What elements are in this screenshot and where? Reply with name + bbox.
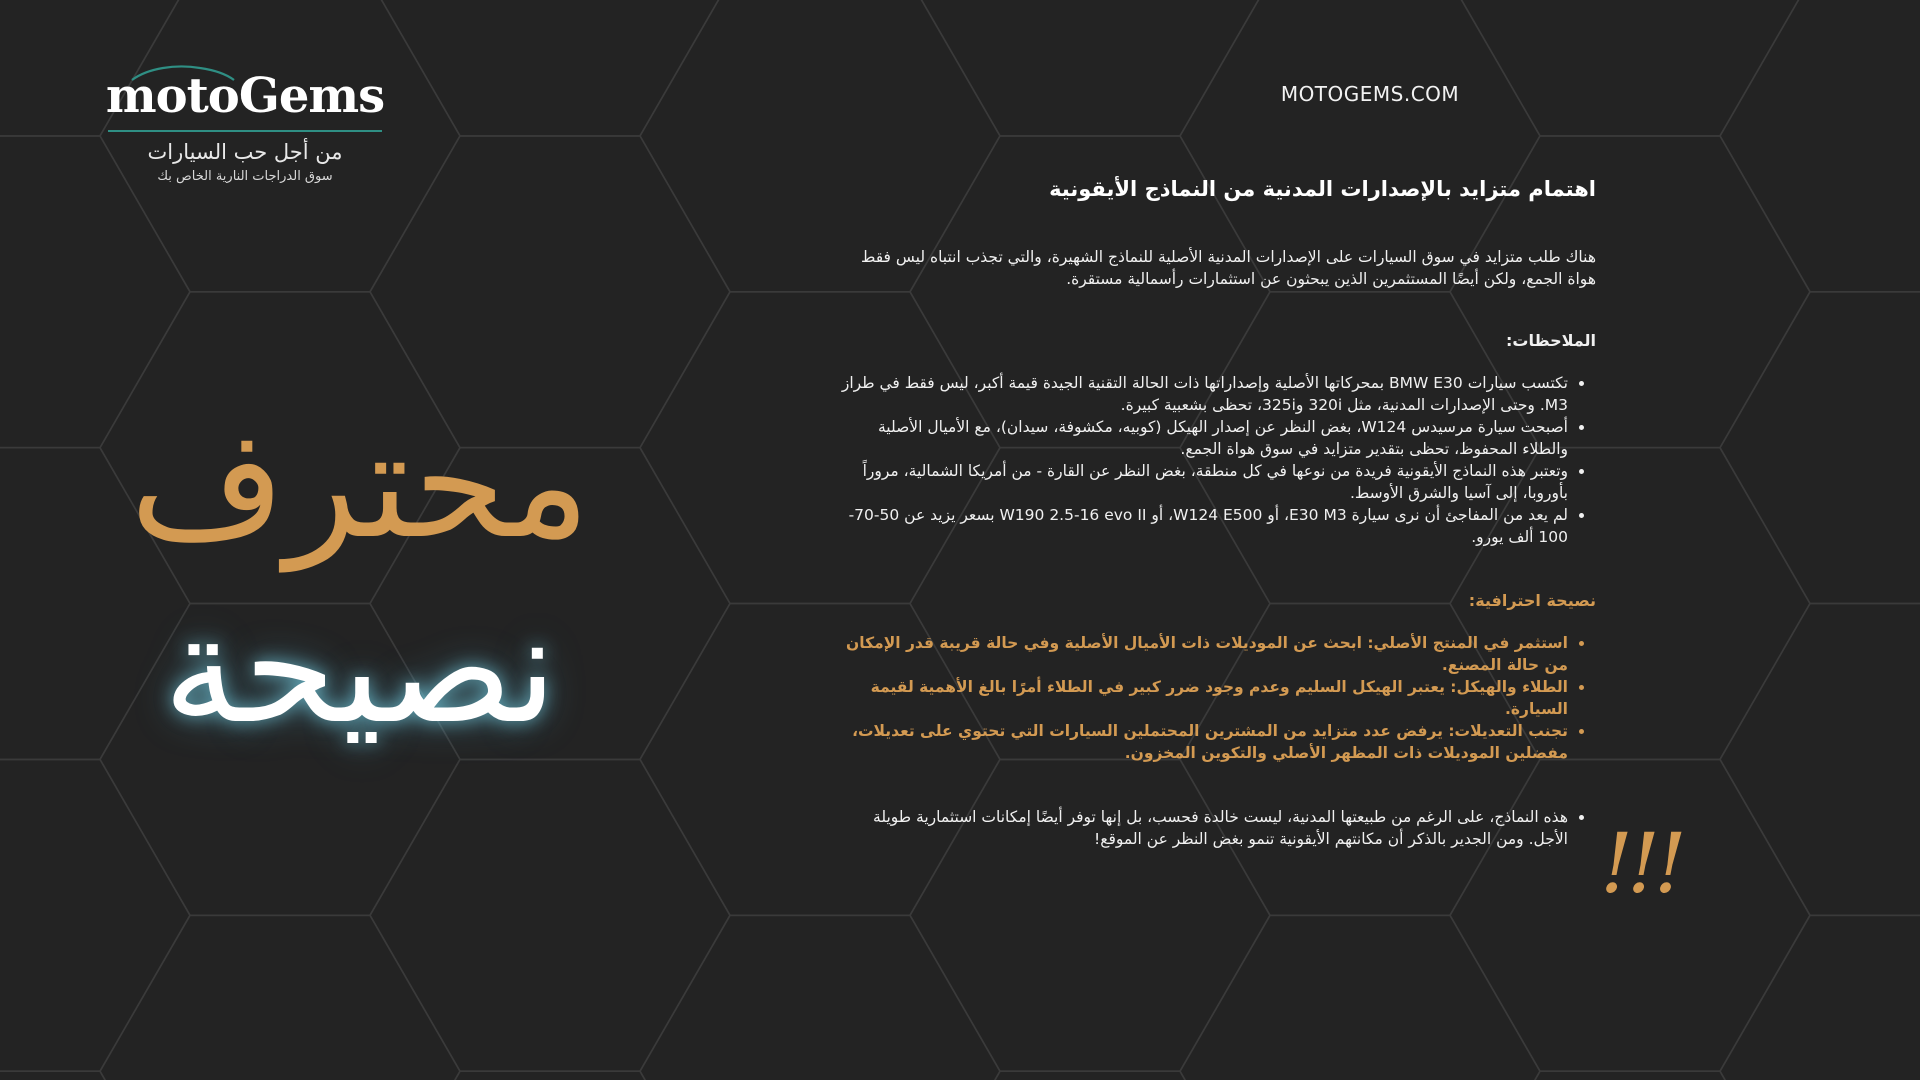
hexagon-cell: [1450, 0, 1810, 136]
hexagon-cell: [910, 1071, 1270, 1080]
hexagon-cell: [1720, 604, 1920, 916]
list-item: • استثمر في المنتج الأصلي: ابحث عن الموديلات ذات الأميال الأصلية وفي حالة قريبة قدر الإمكان من حالة المصنع.: [840, 632, 1568, 676]
hexagon-cell: [0, 1071, 190, 1080]
notes-list: [840, 372, 1596, 548]
article-intro: هناك طلب متزايد في سوق السيارات على الإصدارات المدنية الأصلية للنماذج الشهيرة، والتي تجذب انتباه ليس فقط هواة الجمع، ولكن أيضًا المستثمرين الذين يبحثون عن استثمارات رأسمالية مستقرة.: [860, 248, 1596, 288]
notes-title: الملاحظات:: [1506, 331, 1596, 350]
hexagon-cell: [1180, 915, 1540, 1080]
brand-tagline: من أجل حب السيارات: [147, 140, 343, 164]
hexagon-cell: [910, 0, 1270, 136]
list-item: • تجنب التعديلات: يرفض عدد متزايد من المشترين المحتملين السيارات التي تحتوي على تعديلات، مفضلين الموديلات ذات المظهر الأصلي والتكوين المخزون.: [840, 720, 1568, 764]
closing-list: [840, 806, 1596, 850]
pro-tip-title: نصيحة احترافية:: [1468, 591, 1596, 610]
website-link[interactable]: MOTOGEMS.COM: [1280, 82, 1460, 106]
car-silhouette-icon: [128, 64, 238, 82]
exclamation-marks-decoration: !!!: [1600, 817, 1681, 912]
list-item: • لم يعد من المفاجئ أن نرى سيارة E30 M3، أو W124 E500، أو W190 2.5-16 evo II بسعر يزيد عن 50-70-100 ألف يورو.: [840, 504, 1568, 548]
hexagon-cell: [1720, 0, 1920, 292]
brand-underline: [108, 130, 382, 132]
list-item: • هذه النماذج، على الرغم من طبيعتها المدنية، ليست خالدة فحسب، بل إنها توفر أيضًا إمكانات استثمارية طويلة الأجل. ومن الجدير بالذكر أن مكانتهم الأيقونية تنمو بغض النظر عن الموقع!: [840, 806, 1568, 850]
brand-logo[interactable]: [100, 68, 390, 188]
list-item: • تكتسب سيارات BMW E30 بمحركاتها الأصلية وإصداراتها ذات الحالة التقنية الجيدة قيمة أكبر، ليس فقط في طراز M3. وحتى الإصدارات المدنية، مثل 320i و325i، تحظى بشعبية كبيرة.: [840, 372, 1568, 416]
hexagon-cell: [1720, 292, 1920, 604]
hexagon-cell: [0, 759, 190, 1071]
hero-word-professional: محترف: [129, 398, 591, 572]
list-item: • أصبحت سيارة مرسيدس W124، بغض النظر عن إصدار الهيكل (كوبيه، مكشوفة، سيدان)، مع الأميال الأصلية والطلاء المحفوظ، تحظى بتقدير متزايد في سوق هواة الجمع.: [840, 416, 1568, 460]
hexagon-cell: [370, 759, 730, 1071]
list-item: • الطلاء والهيكل: يعتبر الهيكل السليم وعدم وجود ضرر كبير في الطلاء أمرًا بالغ الأهمية لقيمة السيارة.: [840, 676, 1568, 720]
pro-tips-list: [840, 632, 1596, 764]
article-heading: اهتمام متزايد بالإصدارات المدنية من النماذج الأيقونية: [1049, 177, 1596, 201]
hexagon-cell: [100, 915, 460, 1080]
article-content: [840, 168, 1596, 850]
list-item: • وتعتبر هذه النماذج الأيقونية فريدة من نوعها في كل منطقة، بغض النظر عن القارة - من أمريكا الشمالية، مروراً بأوروبا، إلى آسيا والشرق الأوسط.: [840, 460, 1568, 504]
hexagon-cell: [370, 0, 730, 136]
brand-subtagline: سوق الدراجات النارية الخاص بك: [157, 169, 333, 184]
brand-wordmark: [106, 68, 384, 124]
hexagon-cell: [370, 1071, 730, 1080]
hexagon-cell: [640, 915, 1000, 1080]
brand-name: motoGems: [105, 68, 385, 124]
hero-word-advice: نصيحة: [162, 583, 558, 757]
hexagon-cell: [1450, 1071, 1810, 1080]
hexagon-cell: [1720, 915, 1920, 1080]
